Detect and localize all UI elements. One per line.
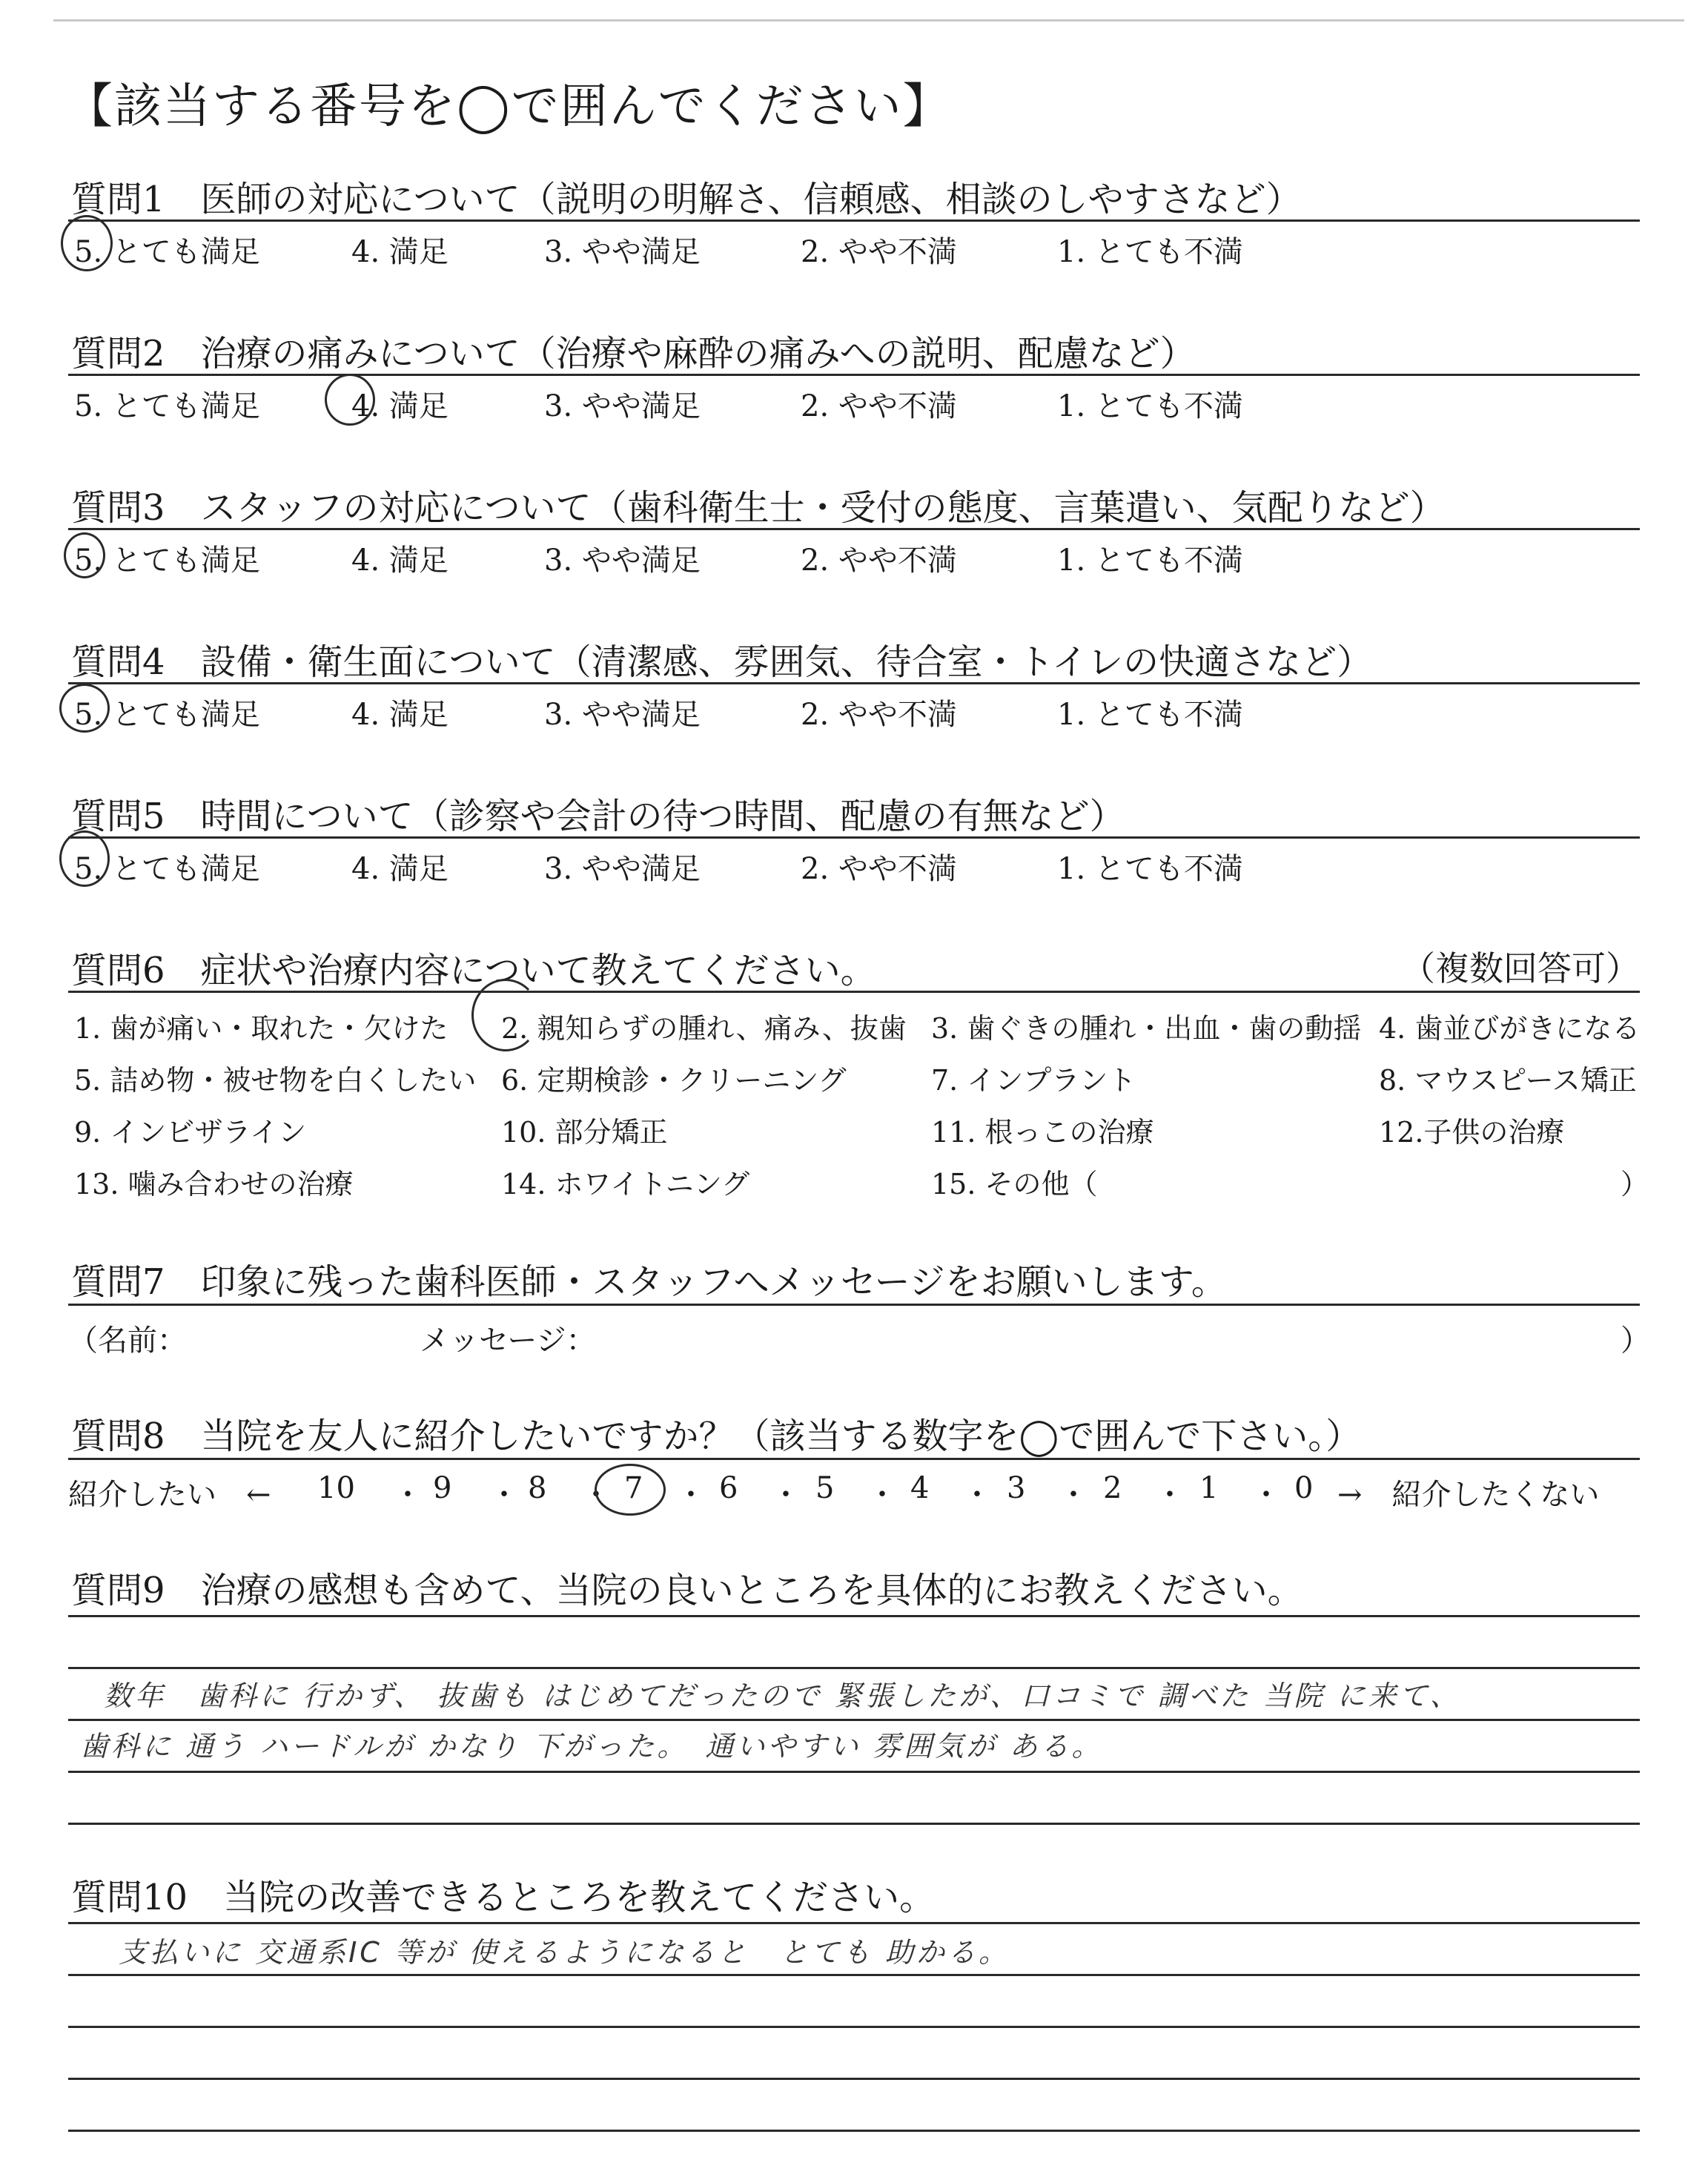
writing-line — [68, 1974, 1640, 1976]
symptom-option[interactable]: 6. 定期検診・クリーニング — [501, 1064, 847, 1097]
symptom-option[interactable]: 5. 詰め物・被せ物を白くしたい — [74, 1064, 477, 1097]
option-2[interactable]: 2. やや不満 — [801, 389, 957, 423]
option-2[interactable]: 2. やや不満 — [801, 235, 957, 269]
symptom-option[interactable]: 7. インプラント — [931, 1064, 1136, 1097]
scale-dot: ・ — [962, 1478, 992, 1512]
question-9-title: 質問9 治療の感想も含めて、当院の良いところを具体的にお教えください。 — [71, 1570, 1303, 1611]
hand-drawn-circle-mark — [59, 830, 110, 887]
option-5[interactable]: 5. とても満足 — [74, 389, 260, 423]
symptom-option[interactable]: 10. 部分矯正 — [501, 1116, 668, 1149]
scale-dot: ・ — [581, 1478, 611, 1512]
option-1[interactable]: 1. とても不満 — [1057, 235, 1243, 269]
hand-drawn-circle-mark — [325, 374, 375, 426]
hand-drawn-circle-mark — [61, 215, 113, 271]
option-4[interactable]: 4. 満足 — [351, 389, 448, 423]
hand-drawn-circle-mark — [64, 532, 105, 578]
option-3[interactable]: 3. やや満足 — [544, 235, 701, 269]
option-5[interactable]: 5. とても満足 — [74, 852, 260, 886]
writing-line — [68, 1823, 1640, 1825]
question-7-title: 質問7 印象に残った歯科医師・スタッフへメッセージをお願いします。 — [71, 1261, 1227, 1303]
question-7-rule — [68, 1304, 1640, 1306]
scale-dot: ・ — [676, 1478, 706, 1512]
question-4-title: 質問4 設備・衛生面について（清潔感、雰囲気、待合室・トイレの快適さなど） — [71, 641, 1373, 683]
handwritten-answer-line: 数年 歯科に 行かず、 抜歯も はじめてだったので 緊張したが、口コミで 調べた 当院 に来て、 — [104, 1680, 1461, 1712]
option-3[interactable]: 3. やや満足 — [544, 698, 701, 732]
writing-line — [68, 2130, 1640, 2132]
question-10-title: 質問10 当院の改善できるところを教えてください。 — [71, 1877, 936, 1918]
question-5-rule — [68, 836, 1640, 839]
option-1[interactable]: 1. とても不満 — [1057, 389, 1243, 423]
scale-5[interactable]: 5 — [815, 1471, 835, 1505]
option-1[interactable]: 1. とても不満 — [1057, 544, 1243, 578]
question-1-rule — [68, 219, 1640, 222]
question-3-rule — [68, 528, 1640, 530]
symptom-option[interactable]: 4. 歯並びがきになる — [1379, 1012, 1641, 1045]
symptom-option[interactable]: 9. インビザライン — [74, 1116, 307, 1149]
scale-dot: ・ — [1251, 1478, 1281, 1512]
writing-line — [68, 1615, 1640, 1617]
writing-line — [68, 1719, 1640, 1721]
question-8-rule — [68, 1458, 1640, 1460]
symptom-option[interactable]: 14. ホワイトニング — [501, 1168, 750, 1200]
scale-3[interactable]: 3 — [1007, 1471, 1026, 1505]
writing-line — [68, 1667, 1640, 1669]
scale-2[interactable]: 2 — [1103, 1471, 1122, 1505]
top-border-line — [53, 19, 1684, 22]
scale-0[interactable]: 0 — [1294, 1471, 1314, 1505]
recommend-left-label: 紹介したい ← — [68, 1478, 271, 1512]
symptom-option[interactable]: 11. 根っこの治療 — [931, 1116, 1154, 1149]
question-1-title: 質問1 医師の対応について（説明の明解さ、信頼感、相談のしやすさなど） — [71, 179, 1302, 220]
scale-8[interactable]: 8 — [528, 1471, 547, 1505]
question-3-title: 質問3 スタッフの対応について（歯科衛生士・受付の態度、言葉遣い、気配りなど） — [71, 487, 1446, 529]
question-2-title: 質問2 治療の痛みについて（治療や麻酔の痛みへの説明、配慮など） — [71, 333, 1196, 374]
question-6-rule — [68, 991, 1640, 993]
scale-dot: ・ — [489, 1478, 519, 1512]
option-5[interactable]: 5. とても満足 — [74, 235, 260, 269]
symptom-option[interactable]: 8. マウスピース矯正 — [1379, 1064, 1637, 1097]
writing-line — [68, 1922, 1640, 1924]
scale-6[interactable]: 6 — [719, 1471, 738, 1505]
scale-dot: ・ — [771, 1478, 801, 1512]
question-6-title: 質問6 症状や治療内容について教えてください。 — [71, 950, 876, 991]
hand-drawn-circle-mark — [59, 684, 110, 733]
option-4[interactable]: 4. 満足 — [351, 698, 448, 732]
scale-1[interactable]: 1 — [1199, 1471, 1219, 1505]
option-5[interactable]: 5. とても満足 — [74, 544, 260, 578]
writing-line — [68, 2078, 1640, 2080]
hand-drawn-circle-mark — [595, 1464, 666, 1516]
name-label: （名前： — [68, 1324, 187, 1358]
question-4-rule — [68, 682, 1640, 684]
scale-7[interactable]: 7 — [624, 1471, 643, 1505]
scale-dot: ・ — [393, 1478, 423, 1512]
option-1[interactable]: 1. とても不満 — [1057, 698, 1243, 732]
option-1[interactable]: 1. とても不満 — [1057, 852, 1243, 886]
option-3[interactable]: 3. やや満足 — [544, 852, 701, 886]
option-2[interactable]: 2. やや不満 — [801, 698, 957, 732]
option-3[interactable]: 3. やや満足 — [544, 389, 701, 423]
handwritten-answer-line: 歯科に 通う ハードルが かなり 下がった。 通いやすい 雰囲気が ある。 — [80, 1730, 1103, 1763]
option-2[interactable]: 2. やや不満 — [801, 544, 957, 578]
symptom-option[interactable]: 1. 歯が痛い・取れた・欠けた — [74, 1012, 448, 1045]
scale-10[interactable]: 10 — [317, 1471, 355, 1505]
option-4[interactable]: 4. 満足 — [351, 852, 448, 886]
scale-dot: ・ — [1059, 1478, 1088, 1512]
symptom-option[interactable]: 15. その他（ — [931, 1168, 1098, 1200]
option-4[interactable]: 4. 満足 — [351, 235, 448, 269]
page-title: 【該当する番号を◯で囲んでください】 — [65, 79, 952, 134]
multiple-answers-note: （複数回答可） — [1401, 948, 1640, 988]
hand-drawn-circle-mark — [471, 979, 540, 1051]
handwritten-answer-line: 支払いに 交通系IC 等が 使えるようになると とても 助かる。 — [119, 1936, 1010, 1969]
symptom-option[interactable]: 2. 親知らずの腫れ、痛み、抜歯 — [501, 1012, 907, 1045]
message-label: メッセージ： — [420, 1324, 596, 1358]
scale-9[interactable]: 9 — [433, 1471, 452, 1505]
question-5-title: 質問5 時間について（診察や会計の待つ時間、配慮の有無など） — [71, 796, 1125, 837]
symptom-option[interactable]: 12.子供の治療 — [1379, 1116, 1565, 1149]
option-5[interactable]: 5. とても満足 — [74, 698, 260, 732]
scale-4[interactable]: 4 — [910, 1471, 930, 1505]
symptom-option[interactable]: 13. 噛み合わせの治療 — [74, 1168, 354, 1200]
writing-line — [68, 1771, 1640, 1773]
symptom-option[interactable]: 3. 歯ぐきの腫れ・出血・歯の動揺 — [931, 1012, 1362, 1045]
option-3[interactable]: 3. やや満足 — [544, 544, 701, 578]
recommend-right-label: → 紹介したくない — [1337, 1478, 1600, 1512]
question-2-rule — [68, 374, 1640, 376]
scale-dot: ・ — [867, 1478, 897, 1512]
question-8-title: 質問8 当院を友人に紹介したいですか？（該当する数字を◯で囲んで下さい。） — [71, 1416, 1362, 1457]
closing-paren: ） — [1621, 1324, 1650, 1358]
writing-line — [68, 2026, 1640, 2028]
option-2[interactable]: 2. やや不満 — [801, 852, 957, 886]
scale-dot: ・ — [1155, 1478, 1185, 1512]
symptom-option: ） — [1621, 1168, 1649, 1200]
option-4[interactable]: 4. 満足 — [351, 544, 448, 578]
